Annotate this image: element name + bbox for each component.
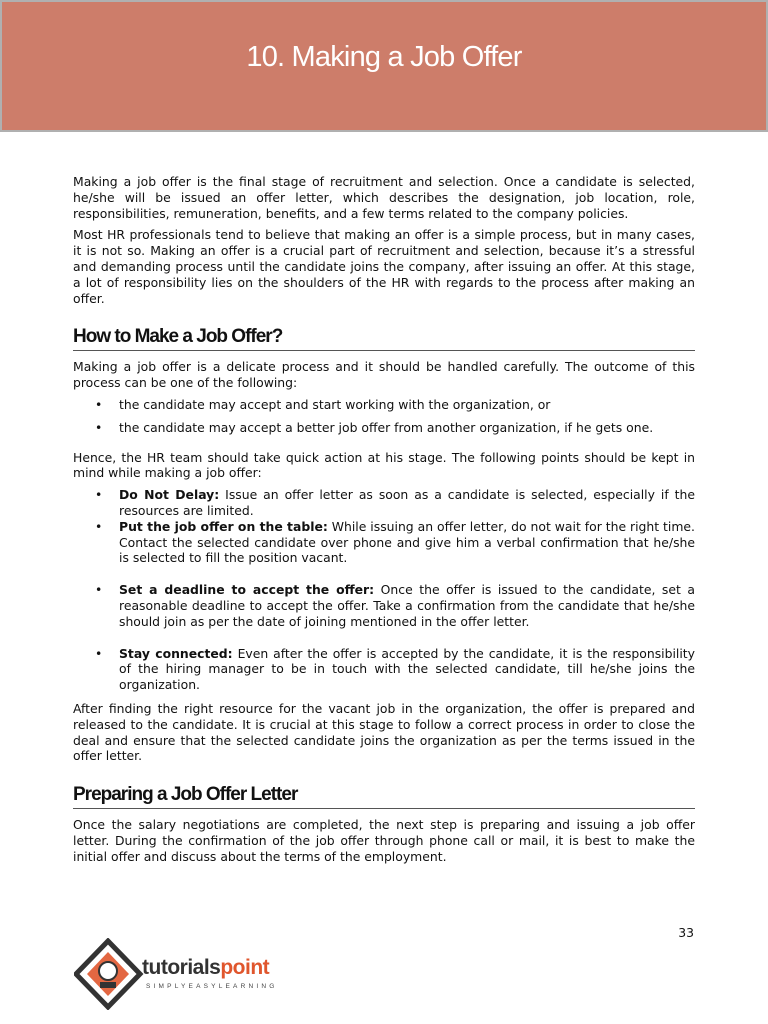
list-item: • Put the job offer on the table: While issuing an offer letter, do not wait for the right time. Contact the selected candidate over phone and give him a verbal confirmation that he/she is selected to fill the position vacant. xyxy=(95,518,695,566)
list-item: • the candidate may accept a better job offer from another organization, if he gets one. xyxy=(95,419,654,435)
section2-paragraph-1: Once the salary negotiations are completed, the next step is preparing and issuing a job offer letter. During the confirmation of the job offer through phone call or mail, it is best to make the initial offer and discuss about the terms of the employment. xyxy=(73,817,695,864)
logo-tagline: SIMPLYEASYLEARNING xyxy=(146,983,278,990)
section1-paragraph-2: Hence, the HR team should take quick action at his stage. The following points should be kept in mind while making a job offer: xyxy=(73,449,695,481)
section-heading-how-to: How to Make a Job Offer? xyxy=(73,326,695,351)
intro-paragraph-2: Most HR professionals tend to believe that making an offer is a simple process, but in many cases, it is not so. Making an offer is a crucial part of recruitment and selection, because it’s a stressful and demanding process until the candidate joins the company, after issuing an offer. At this stage, a lot of responsibility lies on the shoulders of the HR with regards to the process after making an offer. xyxy=(73,227,695,306)
logo-mark-icon xyxy=(74,938,144,1010)
bullet-icon: • xyxy=(95,419,103,435)
outcome-list xyxy=(73,397,695,436)
page-number: 33 xyxy=(678,925,694,940)
intro-paragraph-1: Making a job offer is the final stage of recruitment and selection. Once a candidate is selected, he/she will be issued an offer letter, which describes the designation, job location, role, responsibilities, remuneration, benefits, and a few terms related to the company policies. xyxy=(73,174,695,221)
bullet-icon: • xyxy=(95,396,103,412)
section1-paragraph-1: Making a job offer is a delicate process and it should be handled carefully. The outcome of this process can be one of the following: xyxy=(73,359,695,391)
logo-wordmark: tutorialspoint xyxy=(142,956,270,979)
point-term: Stay connected: xyxy=(119,645,233,661)
tutorialspoint-logo xyxy=(74,938,314,1010)
section-heading-preparing: Preparing a Job Offer Letter xyxy=(73,784,695,809)
list-item: • Do Not Delay: Issue an offer letter as soon as a candidate is selected, especially if the resources are limited. xyxy=(95,487,695,518)
bullet-icon: • xyxy=(95,645,103,661)
page-content xyxy=(73,174,695,871)
point-term: Set a deadline to accept the offer: xyxy=(119,582,375,598)
point-term: Put the job offer on the table: xyxy=(119,518,328,534)
list-item: • Stay connected: Even after the offer is accepted by the candidate, it is the responsibility of the hiring manager to be in touch with the selected candidate, till he/she joins the organization. xyxy=(95,645,695,693)
job-offer-points-list xyxy=(73,487,695,693)
list-item: • Set a deadline to accept the offer: Once the offer is issued to the candidate, set a reasonable deadline to accept the offer. Take a confirmation from the candidate that he/she should join as per the date of joining mentioned in the offer letter. xyxy=(95,582,695,629)
point-term: Do Not Delay: xyxy=(119,487,220,503)
chapter-title: 10. Making a Job Offer xyxy=(246,41,522,73)
chapter-banner xyxy=(0,0,768,132)
bullet-icon: • xyxy=(95,518,103,534)
bullet-icon: • xyxy=(95,582,103,598)
list-spacer xyxy=(73,566,695,582)
list-item: • the candidate may accept and start working with the organization, or xyxy=(95,396,551,412)
bullet-icon: • xyxy=(95,487,103,503)
list-spacer xyxy=(73,630,695,646)
section1-paragraph-3: After finding the right resource for the vacant job in the organization, the offer is prepared and released to the candidate. It is crucial at this stage to follow a correct process in order to close the deal and ensure that the selected candidate joins the organization as per the terms issued in the offer letter. xyxy=(73,700,695,764)
